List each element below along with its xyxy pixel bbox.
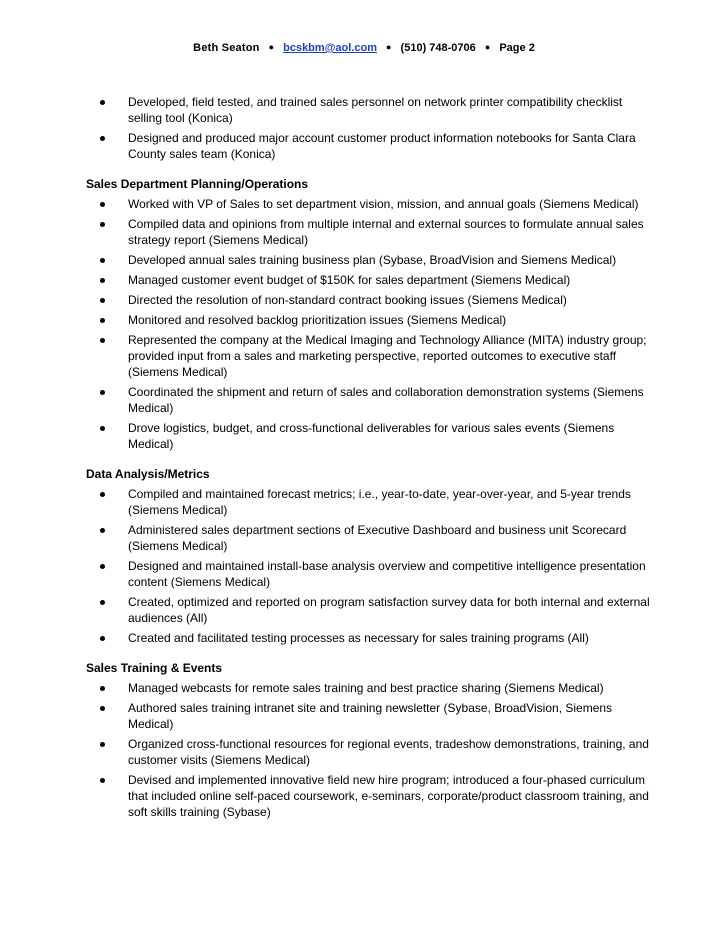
bullet-icon (100, 706, 105, 711)
list-item-text: Worked with VP of Sales to set department vision, mission, and annual goals (Siemens Medical) (128, 197, 639, 211)
bullet-icon (100, 390, 105, 395)
section-sales-training (86, 660, 656, 820)
list-item-text: Managed webcasts for remote sales training and best practice sharing (Siemens Medical) (128, 681, 604, 695)
resume-content (86, 94, 656, 824)
list-item-text: Designed and produced major account customer product information notebooks for Santa Clara County sales team (Konica) (128, 131, 636, 161)
list-item-text: Created, optimized and reported on program satisfaction survey data for both internal and external audiences (All) (128, 595, 650, 625)
bullet-icon (100, 136, 105, 141)
section-title: Sales Training & Events (86, 661, 223, 675)
section-list (86, 196, 656, 452)
list-item (86, 332, 656, 380)
list-item-text: Developed annual sales training business plan (Sybase, BroadVision and Siemens Medical) (128, 253, 617, 267)
section-title: Data Analysis/Metrics (86, 467, 210, 481)
list-item (86, 772, 656, 820)
bullet-icon (100, 426, 105, 431)
bullet-icon (100, 298, 105, 303)
separator-icon: ● (484, 42, 491, 52)
section-list (86, 680, 656, 820)
bullet-icon (100, 100, 105, 105)
separator-icon: ● (386, 42, 392, 52)
list-item-text: Organized cross-functional resources for regional events, tradeshow demonstrations, training, and customer visits (Siemens Medical) (128, 737, 649, 767)
header-phone: (510) 748-0706 (400, 42, 476, 54)
bullet-icon (100, 338, 105, 343)
bullet-icon (100, 564, 105, 569)
list-item-text: Directed the resolution of non-standard contract booking issues (Siemens Medical) (128, 293, 567, 307)
list-item-text: Compiled and maintained forecast metrics; i.e., year-to-date, year-over-year, and 5-year trends (Siemens Medical) (128, 487, 631, 517)
header-page-number: Page 2 (499, 42, 535, 54)
list-item-text: Drove logistics, budget, and cross-functional deliverables for various sales events (Siemens Medical) (128, 421, 615, 451)
list-item-text: Managed customer event budget of $150K for sales department (Siemens Medical) (128, 273, 571, 287)
list-item (86, 94, 656, 126)
list-item-text: Coordinated the shipment and return of sales and collaboration demonstration systems (Siemens Medical) (128, 385, 644, 415)
list-item (86, 384, 656, 416)
list-item-text: Designed and maintained install-base analysis overview and competitive intelligence presentation content (Siemens Medical) (128, 559, 646, 589)
list-item-text: Represented the company at the Medical Imaging and Technology Alliance (MITA) industry group; provided input from a sales and marketing perspective, reported outcomes to executive staff (Siemens Medical) (128, 333, 647, 379)
separator-icon: ● (268, 42, 275, 52)
section-list (86, 486, 656, 646)
list-item-text: Created and facilitated testing processes as necessary for sales training programs (All) (128, 631, 589, 645)
section-sales-planning (86, 176, 656, 452)
list-item (86, 252, 656, 268)
intro-list (86, 94, 656, 162)
list-item (86, 680, 656, 696)
list-item (86, 272, 656, 288)
bullet-icon (100, 742, 105, 747)
list-item-text: Devised and implemented innovative field new hire program; introduced a four-phased curriculum that included online self-paced coursework, e-seminars, corporate/product classroom training, and soft skills training (Sybase) (128, 773, 649, 819)
bullet-icon (100, 686, 105, 691)
bullet-icon (100, 278, 105, 283)
list-item (86, 216, 656, 248)
bullet-icon (100, 202, 105, 207)
list-item (86, 196, 656, 212)
bullet-icon (100, 318, 105, 323)
bullet-icon (100, 258, 105, 263)
bullet-icon (100, 528, 105, 533)
list-item (86, 736, 656, 768)
list-item-text: Developed, field tested, and trained sales personnel on network printer compatibility checklist selling tool (Konica) (128, 95, 623, 125)
header-email-link[interactable]: bcskbm@aol.com (283, 42, 377, 54)
list-item (86, 558, 656, 590)
list-item (86, 312, 656, 328)
list-item-text: Compiled data and opinions from multiple internal and external sources to formulate annual sales strategy report (Siemens Medical) (128, 217, 644, 247)
bullet-icon (100, 778, 105, 783)
list-item (86, 594, 656, 626)
list-item (86, 700, 656, 732)
list-item (86, 522, 656, 554)
bullet-icon (100, 636, 105, 641)
page-header (0, 40, 728, 55)
header-name: Beth Seaton (193, 42, 260, 54)
list-item (86, 486, 656, 518)
section-title: Sales Department Planning/Operations (86, 177, 309, 191)
list-item (86, 420, 656, 452)
list-item (86, 630, 656, 646)
list-item-text: Monitored and resolved backlog prioritization issues (Siemens Medical) (128, 313, 507, 327)
list-item (86, 292, 656, 308)
bullet-icon (100, 492, 105, 497)
bullet-icon (100, 222, 105, 227)
list-item (86, 130, 656, 162)
list-item-text: Authored sales training intranet site and training newsletter (Sybase, BroadVision, Siemens Medical) (128, 701, 613, 731)
list-item-text: Administered sales department sections of Executive Dashboard and business unit Scorecard (Siemens Medical) (128, 523, 627, 553)
section-data-analysis (86, 466, 656, 646)
bullet-icon (100, 600, 105, 605)
